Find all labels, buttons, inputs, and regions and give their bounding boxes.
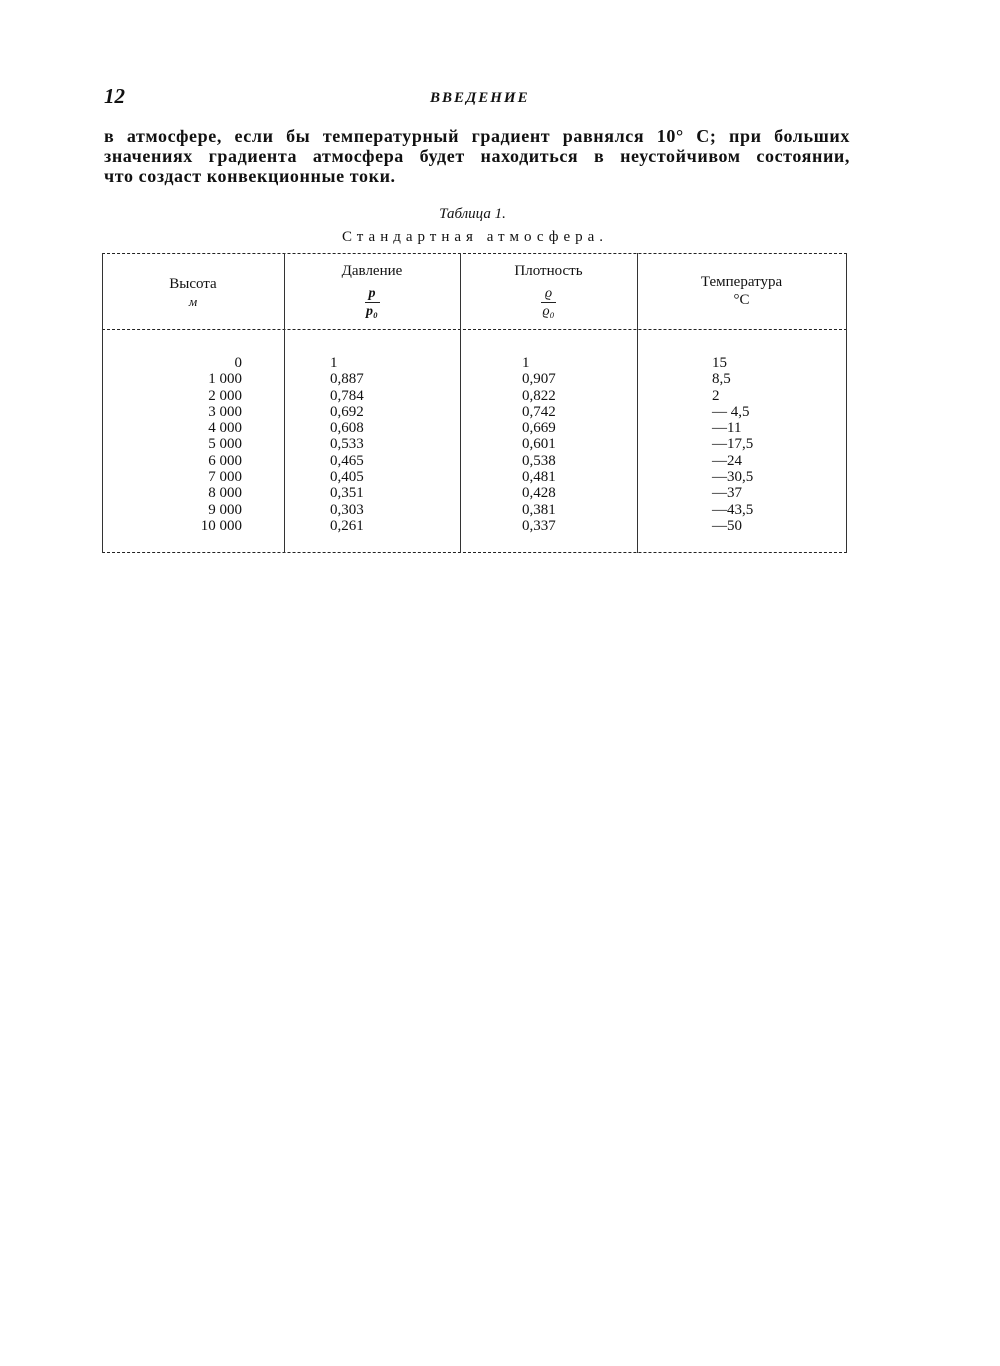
column-pressure-values — [330, 355, 410, 534]
cell-pressure: 0,405 — [330, 469, 364, 486]
cell-density: 0,907 — [522, 371, 556, 388]
header-temperature-label: Температура — [700, 274, 783, 290]
cell-density: 0,428 — [522, 485, 556, 502]
cell-density: 0,337 — [522, 517, 556, 534]
pressure-ratio-numerator: p — [365, 286, 380, 303]
cell-density: 0,381 — [522, 501, 556, 518]
pressure-ratio — [365, 286, 380, 321]
body-line: значениях градиента атмосфера будет находиться в неустойчивом состоянии, — [104, 146, 850, 166]
table-header-rule — [102, 329, 847, 330]
cell-density: 0,481 — [522, 469, 556, 486]
header-temperature-unit: °C — [733, 292, 750, 308]
cell-temperature: 8,5 — [712, 371, 731, 388]
cell-pressure: 1 — [330, 355, 338, 371]
density-ratio-numerator: ϱ — [541, 286, 556, 303]
cell-temperature: —50 — [712, 517, 742, 534]
header-pressure-label: Давление — [341, 263, 403, 279]
cell-height: 6 000 — [208, 452, 242, 469]
cell-density: 0,669 — [522, 420, 556, 437]
cell-temperature: —30,5 — [712, 469, 754, 486]
body-paragraph — [104, 126, 850, 186]
header-density — [460, 262, 637, 321]
cell-density: 0,601 — [522, 436, 556, 453]
cell-temperature: —17,5 — [712, 436, 754, 453]
cell-pressure: 0,351 — [330, 485, 364, 502]
cell-temperature: —11 — [712, 420, 742, 437]
table-bottom-rule — [102, 552, 847, 553]
pressure-ratio-denominator: p₀ — [366, 304, 378, 319]
table-title: Стандартная атмосфера. — [341, 229, 609, 245]
header-temperature — [637, 273, 846, 309]
cell-height: 1 000 — [208, 371, 242, 388]
cell-height: 10 000 — [200, 517, 242, 534]
table-right-border — [846, 253, 847, 553]
data-table — [102, 253, 847, 555]
cell-temperature: —43,5 — [712, 501, 754, 518]
cell-pressure: 0,303 — [330, 501, 364, 518]
header-height-unit: м — [188, 294, 198, 309]
cell-density: 0,822 — [522, 387, 556, 404]
body-line: что создаст конвекционные токи. — [104, 166, 396, 186]
cell-pressure: 0,887 — [330, 371, 364, 388]
column-temperature-values — [712, 355, 772, 534]
density-ratio — [541, 286, 556, 321]
density-ratio-denominator: ϱ₀ — [542, 304, 555, 319]
cell-height: 0 — [234, 355, 242, 371]
cell-pressure: 0,465 — [330, 452, 364, 469]
cell-density: 0,538 — [522, 452, 556, 469]
body-line: в атмосфере, если бы температурный градиент равнялся 10° С; при больших — [104, 126, 850, 146]
running-head: ВВЕДЕНИЕ — [430, 90, 530, 106]
cell-density: 1 — [522, 355, 530, 371]
cell-height: 4 000 — [208, 420, 242, 437]
column-density-values — [522, 355, 602, 534]
cell-pressure: 0,784 — [330, 387, 364, 404]
cell-height: 8 000 — [208, 485, 242, 502]
cell-temperature: 15 — [712, 355, 727, 371]
header-height — [102, 275, 284, 311]
header-density-label: Плотность — [514, 263, 583, 279]
column-height-values — [142, 355, 242, 534]
cell-temperature: —37 — [712, 485, 742, 502]
cell-height: 2 000 — [208, 387, 242, 404]
header-height-label: Высота — [169, 276, 217, 292]
cell-height: 7 000 — [208, 469, 242, 486]
cell-pressure: 0,692 — [330, 403, 364, 420]
cell-height: 5 000 — [208, 436, 242, 453]
cell-density: 0,742 — [522, 403, 556, 420]
header-pressure — [284, 262, 460, 321]
cell-pressure: 0,533 — [330, 436, 364, 453]
cell-temperature: —24 — [712, 452, 742, 469]
cell-pressure: 0,608 — [330, 420, 364, 437]
cell-height: 3 000 — [208, 403, 242, 420]
cell-temperature: — 4,5 — [712, 403, 750, 420]
cell-pressure: 0,261 — [330, 517, 364, 534]
cell-height: 9 000 — [208, 501, 242, 518]
page-number: 12 — [104, 84, 125, 108]
table-top-rule — [102, 253, 847, 254]
cell-temperature: 2 — [712, 387, 720, 404]
table-label: Таблица 1. — [439, 206, 506, 222]
